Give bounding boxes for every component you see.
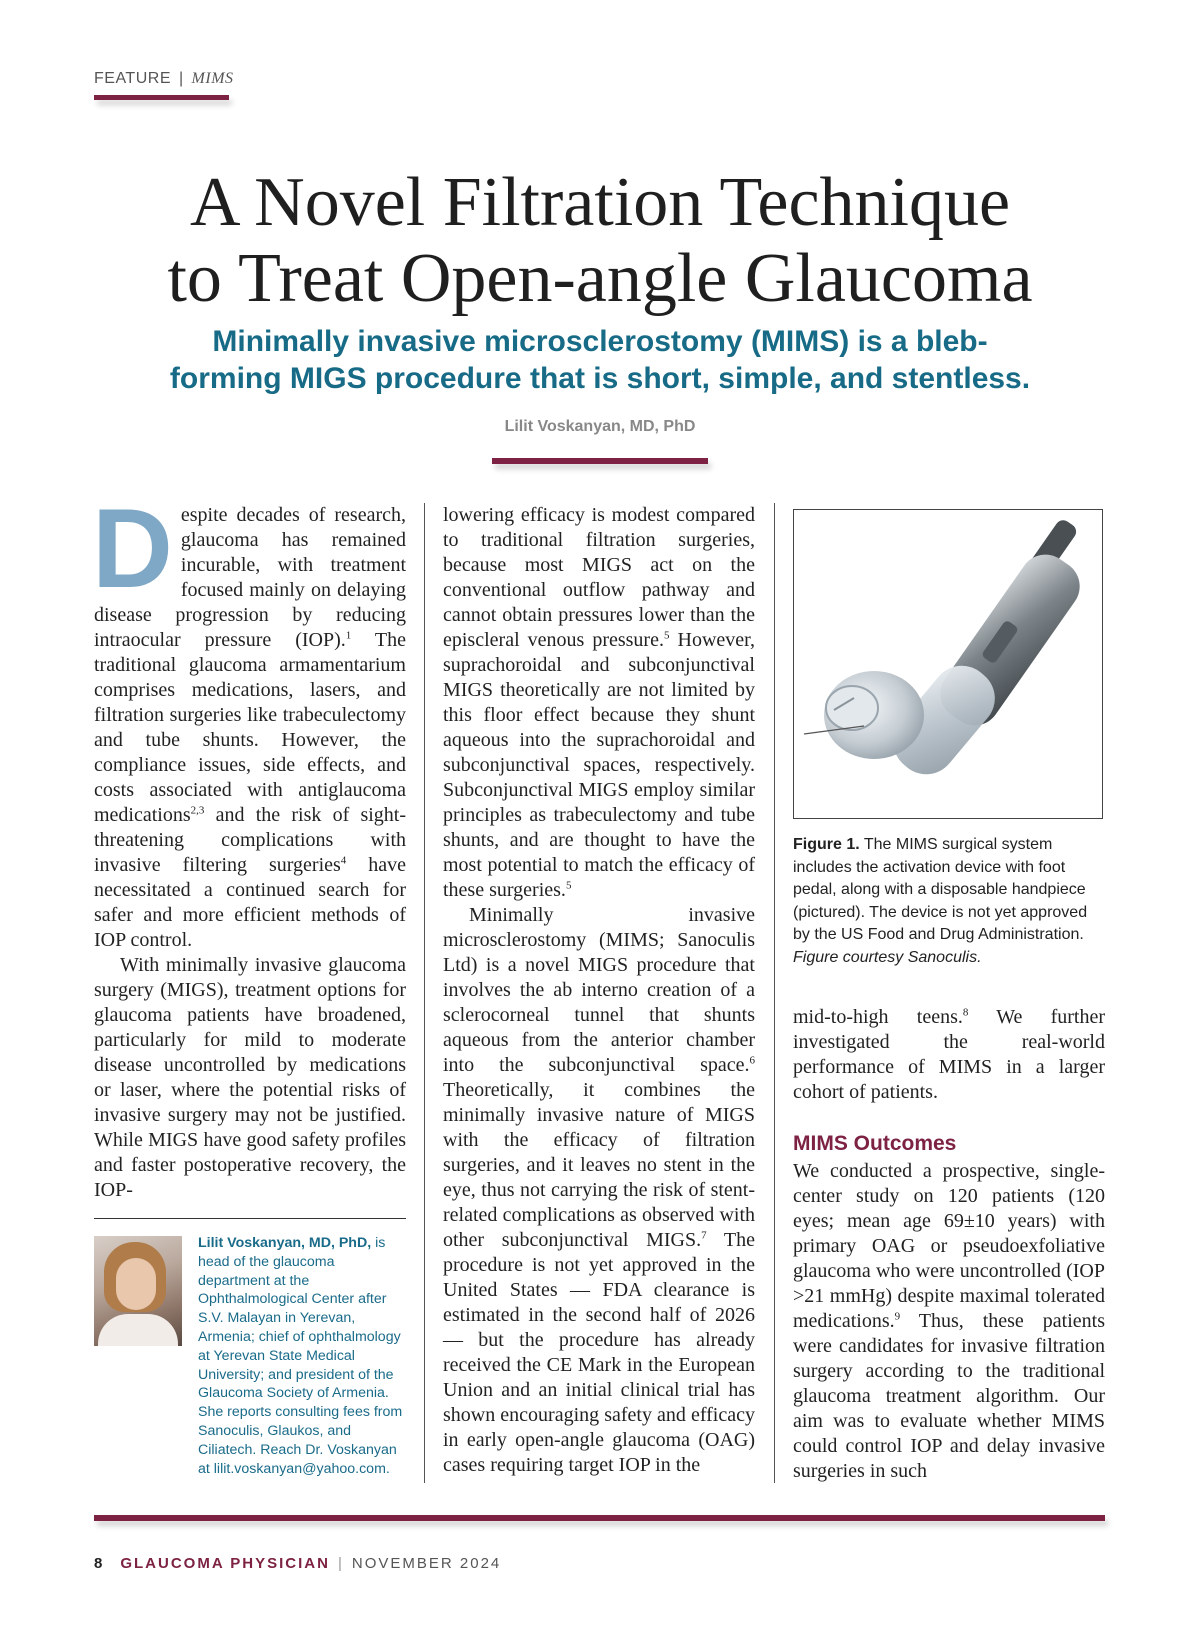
kicker-separator: | [178,70,184,87]
paragraph-text: lowering efficacy is modest compared to traditional filtration surgeries, because most MIGS act on the conventional outflow pathway and cannot obtain pressures lower than the episcleral venous pressure. [443,504,755,651]
figure-caption [793,834,1105,970]
paragraph-text: Thus, these patients were candidates for invasive filtration surgery according to the traditional glaucoma treatment algorithm. Our aim was to evaluate whether MIMS could control IOP and delay invasive surgeries in such [793,1310,1105,1482]
citation: 9 [894,1310,901,1323]
page-footer [94,1555,501,1572]
citation: 7 [701,1229,707,1242]
citation: 1 [345,629,352,642]
title-line-1: A Novel Filtration Technique [189,164,1011,241]
paragraph [443,903,755,1478]
section-label: FEATURE [94,70,171,87]
author-photo [94,1236,182,1346]
author-byline: Lilit Voskanyan, MD, PhD [504,418,696,435]
paragraph-text: With minimally invasive glaucoma surgery (MIGS), treatment options for glaucoma patients have broadened, particularly for mild to moderate disease uncontrolled by medications or laser, where the potential risks of invasive surgery may not be justified. While MIGS have good safety profiles and faster postoperative recovery, the IOP- [94,954,406,1201]
body-column-2 [443,503,755,1478]
paragraph-text: espite decades of research, glaucoma has remained incurable, with treatment focused mainly on delaying disease progression by reducing intraocular pressure (IOP). [94,504,406,651]
title-line-2: to Treat Open-angle Glaucoma [167,240,1033,317]
body-column-1 [92,486,406,1203]
paragraph-text: We conducted a prospective, single-center study on 120 patients (120 eyes; mean age 69±10 years) with primary OAG or pseudoexfoliative glaucoma who were uncontrolled (IOP >21 mmHg) despite maximal tolerated medications. [793,1160,1105,1332]
author-bio [198,1234,406,1478]
article-title [0,165,1200,317]
citation: 5 [663,629,670,642]
column-divider [424,503,425,1483]
bio-divider [94,1218,406,1219]
subtitle-line-2: forming MIGS procedure that is short, simple, and stentless. [169,362,1031,395]
category-label: MIMS [191,70,234,87]
figure-credit: Figure courtesy Sanoculis. [793,948,982,966]
paragraph-text: mid-to-high teens. [793,1006,963,1028]
kicker-underline [94,95,229,100]
bio-text: is head of the glaucoma department at the Ophthalmological Center after S.V. Malayan in Yerevan, Armenia; chief of ophthalmology at Yerevan State Medical University; and president of the Glaucoma Society of Armenia. She reports consulting fees from Sanoculis, Glaukos, and Ciliatech. Reach Dr. Voskanyan at lilit.voskanyan@yahoo.com. [198,1235,403,1477]
paragraph-text: Minimally invasive microsclerostomy (MIMS; Sanoculis Ltd) is a novel MIGS procedure that involves the ab interno creation of a sclerocorneal tunnel that shunts aqueous from the anterior chamber into the subconjunctival space. [443,904,755,1076]
column-divider [774,503,775,1483]
figure-label: Figure 1. [793,836,860,853]
paragraph-text: The traditional glaucoma armamentarium comprises medications, lasers, and filtration surgeries like trabeculectomy and tube shunts. However, the compliance issues, side effects, and costs associated with antiglaucoma medications [94,629,406,826]
section-kicker [94,70,234,88]
citation: 2,3 [190,804,205,817]
body-column-3 [793,1005,1105,1484]
citation: 5 [565,879,572,892]
paragraph-text: However, suprachoroidal and subconjunctival MIGS theoretically are not limited by this floor effect because they shunt aqueous into the suprachoroidal and subconjunctival spaces, respectively. Subconjunctival MIGS employ similar principles as trabeculectomy and tube shunts, and are thought to have the most potential to match the efficacy of these surgeries. [443,629,756,901]
paragraph [793,1159,1105,1484]
drop-cap: D [92,486,173,611]
bio-author-name: Lilit Voskanyan, MD, PhD, [198,1235,372,1251]
paragraph-text: We further investigated the real-world performance of MIMS in a larger cohort of patients. [793,1006,1105,1103]
paragraph [793,1005,1105,1105]
citation: 4 [340,854,347,867]
footer-separator: | [337,1555,344,1572]
citation: 8 [962,1006,969,1019]
article-subtitle [0,323,1200,397]
paragraph [92,486,406,953]
paragraph-text: The procedure is not yet approved in the United States — FDA clearance is estimated in the second half of 2026 — but the procedure has already received the CE Mark in the European Union and an initial clinical trial has shown encouraging safety and efficacy in early open-angle glaucoma (OAG) cases requiring target IOP in the [443,1229,755,1476]
journal-name: GLAUCOMA PHYSICIAN [120,1555,330,1572]
citation: 6 [749,1054,755,1067]
surgical-handpiece-icon [794,510,1102,818]
paragraph-text: have necessitated a continued search for safer and more efficient methods of IOP control. [94,854,406,951]
figure-image [793,509,1103,819]
subtitle-line-1: Minimally invasive microsclerostomy (MIMS) is a bleb- [212,325,988,358]
footer-rule [94,1515,1105,1521]
caption-text: The MIMS surgical system includes the activation device with foot pedal, along with a disposable handpiece (pictured). The device is not yet approved by the US Food and Drug Administration. [793,836,1088,944]
page-number: 8 [94,1555,105,1572]
issue-date: NOVEMBER 2024 [351,1555,502,1572]
paragraph [443,503,755,903]
byline-underline [492,458,708,464]
section-heading: MIMS Outcomes [793,1132,957,1155]
paragraph-text: Theoretically, it combines the minimally invasive nature of MIGS with the efficacy of filtration surgeries, and it leaves no stent in the eye, thus not carrying the risk of stent-related complications as observed with other subconjunctival MIGS. [443,1079,755,1251]
paragraph-text: and the risk of sight-threatening complications with invasive filtering surgeries [94,804,406,876]
paragraph [94,953,406,1203]
